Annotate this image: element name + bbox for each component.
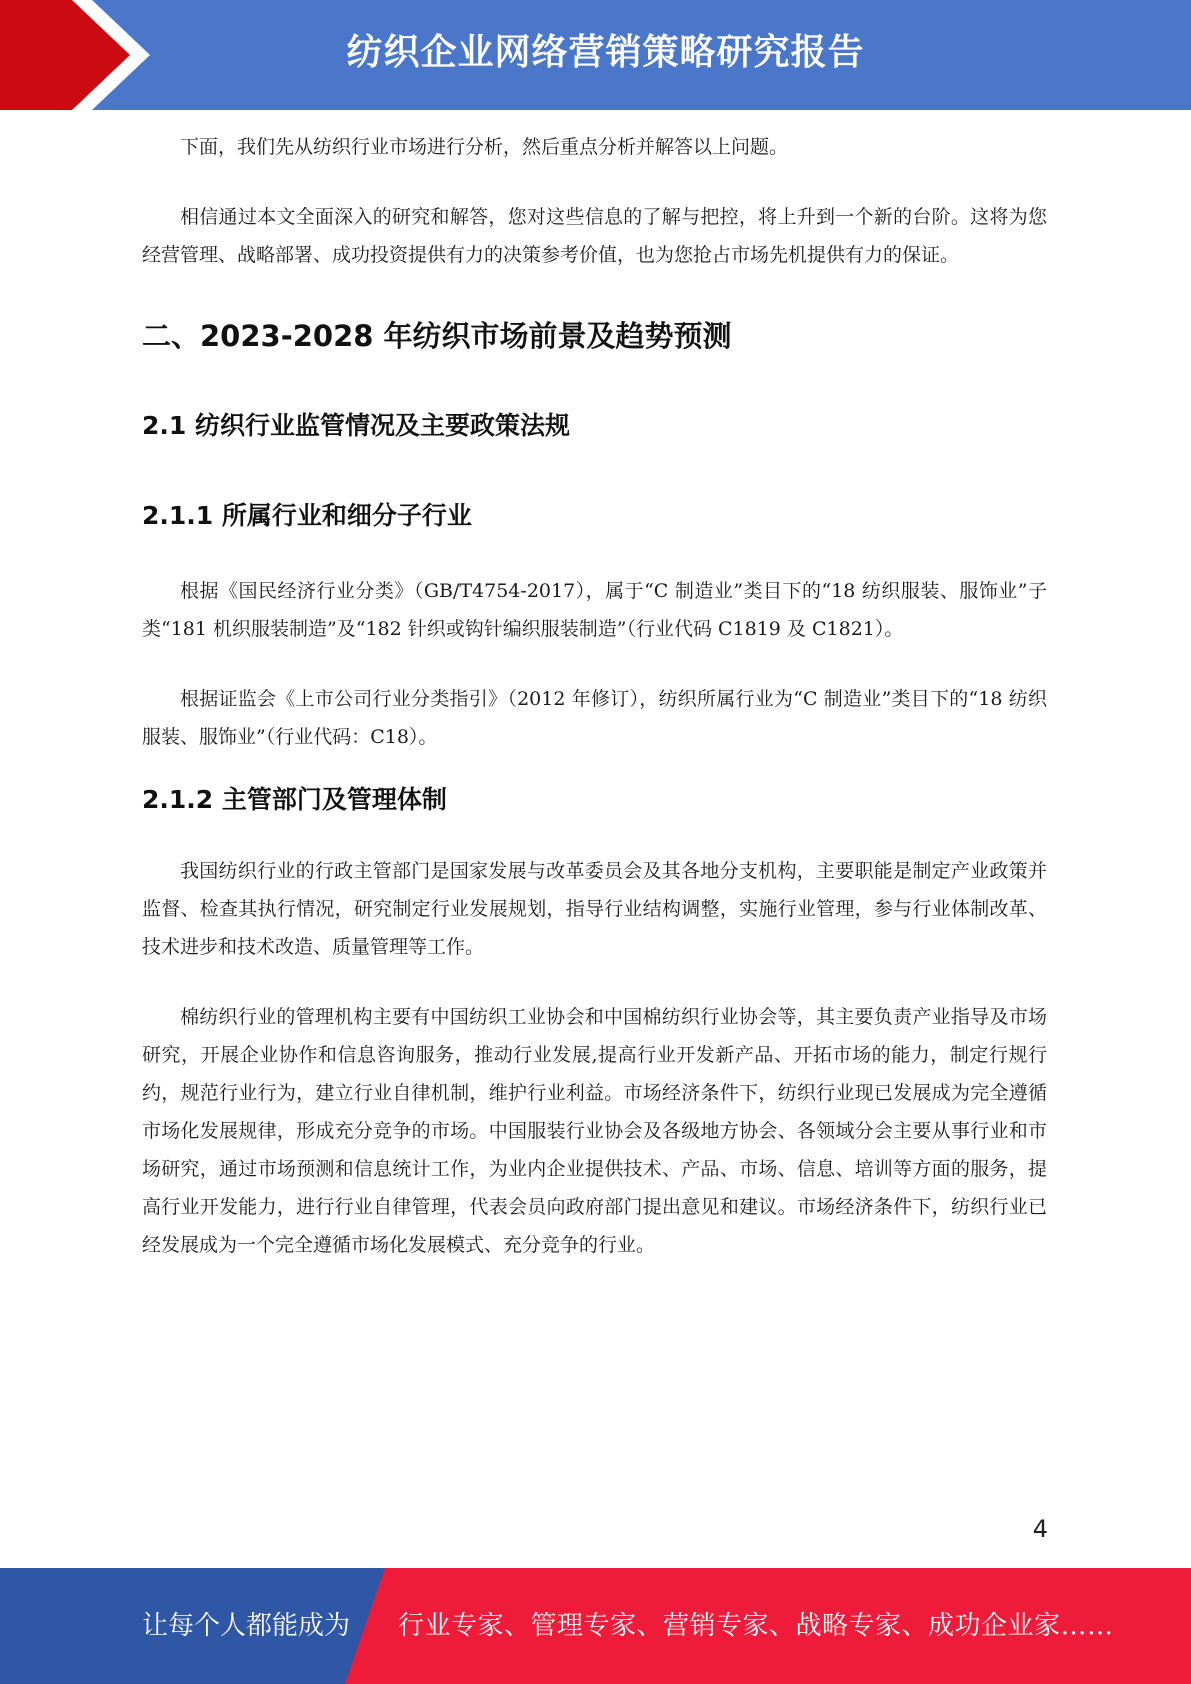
footer-slogan-right: 行业专家、管理专家、营销专家、战略专家、成功企业家…… — [398, 1611, 1114, 1641]
paragraph-value: 相信通过本文全面深入的研究和解答，您对这些信息的了解与把控，将上升到一个新的台阶。这将为您经营管理、战略部署、成功投资提供有力的决策参考价值，也为您抢占市场先机提供有力的保证。 — [142, 206, 1047, 266]
report-title: 纺织企业网络营销策略研究报告 — [346, 32, 865, 73]
subsection-heading-2-1-2: 2.1.2 主管部门及管理体制 — [142, 785, 447, 814]
header-banner — [0, 0, 1191, 110]
paragraph-industry-classification: 根据《国民经济行业分类》（GB/T4754-2017），属于“C 制造业”类目下的“18 纺织服装、服饰业”子类“181 机织服装制造”及“182 针织或钩针编织服装制造”（行业代码 C1819 及 C1821）。 — [142, 580, 1047, 640]
paragraph-associations: 棉纺织行业的管理机构主要有中国纺织工业协会和中国棉纺织行业协会等，其主要负责产业指导及市场研究，开展企业协作和信息咨询服务，推动行业发展,提高行业开发新产品、开拓市场的能力，制定行规行约，规范行业行为，建立行业自律机制，维护行业利益。市场经济条件下，纺织行业现已发展成为完全遵循市场化发展规律，形成充分竞争的市场。中国服装行业协会及各级地方协会、各领域分会主要从事行业和市场研究，通过市场预测和信息统计工作，为业内企业提供技术、产品、市场、信息、培训等方面的服务，提高行业开发能力，进行行业自律管理，代表会员向政府部门提出意见和建议。市场经济条件下，纺织行业已经发展成为一个完全遵循市场化发展模式、充分竞争的行业。 — [142, 1006, 1047, 1256]
paragraph-csrc-classification: 根据证监会《上市公司行业分类指引》（2012 年修订），纺织所属行业为“C 制造业”类目下的“18 纺织服装、服饰业”（行业代码：C18）。 — [142, 688, 1047, 748]
paragraph-intro: 下面，我们先从纺织行业市场进行分析，然后重点分析并解答以上问题。 — [180, 136, 789, 158]
subsection-heading-2-1-1: 2.1.1 所属行业和细分子行业 — [142, 501, 472, 530]
footer-slogan-left: 让每个人都能成为 — [142, 1611, 351, 1641]
subsection-heading-2-1: 2.1 纺织行业监管情况及主要政策法规 — [142, 411, 570, 440]
footer-banner — [0, 1568, 1191, 1684]
page-number: 4 — [1032, 1515, 1048, 1543]
document-body — [142, 128, 1047, 1264]
paragraph-authority: 我国纺织行业的行政主管部门是国家发展与改革委员会及其各地分支机构，主要职能是制定产业政策并监督、检查其执行情况，研究制定行业发展规划，指导行业结构调整，实施行业管理，参与行业体制改革、技术进步和技术改造、质量管理等工作。 — [142, 860, 1047, 958]
section-heading: 二、2023-2028 年纺织市场前景及趋势预测 — [142, 319, 732, 353]
